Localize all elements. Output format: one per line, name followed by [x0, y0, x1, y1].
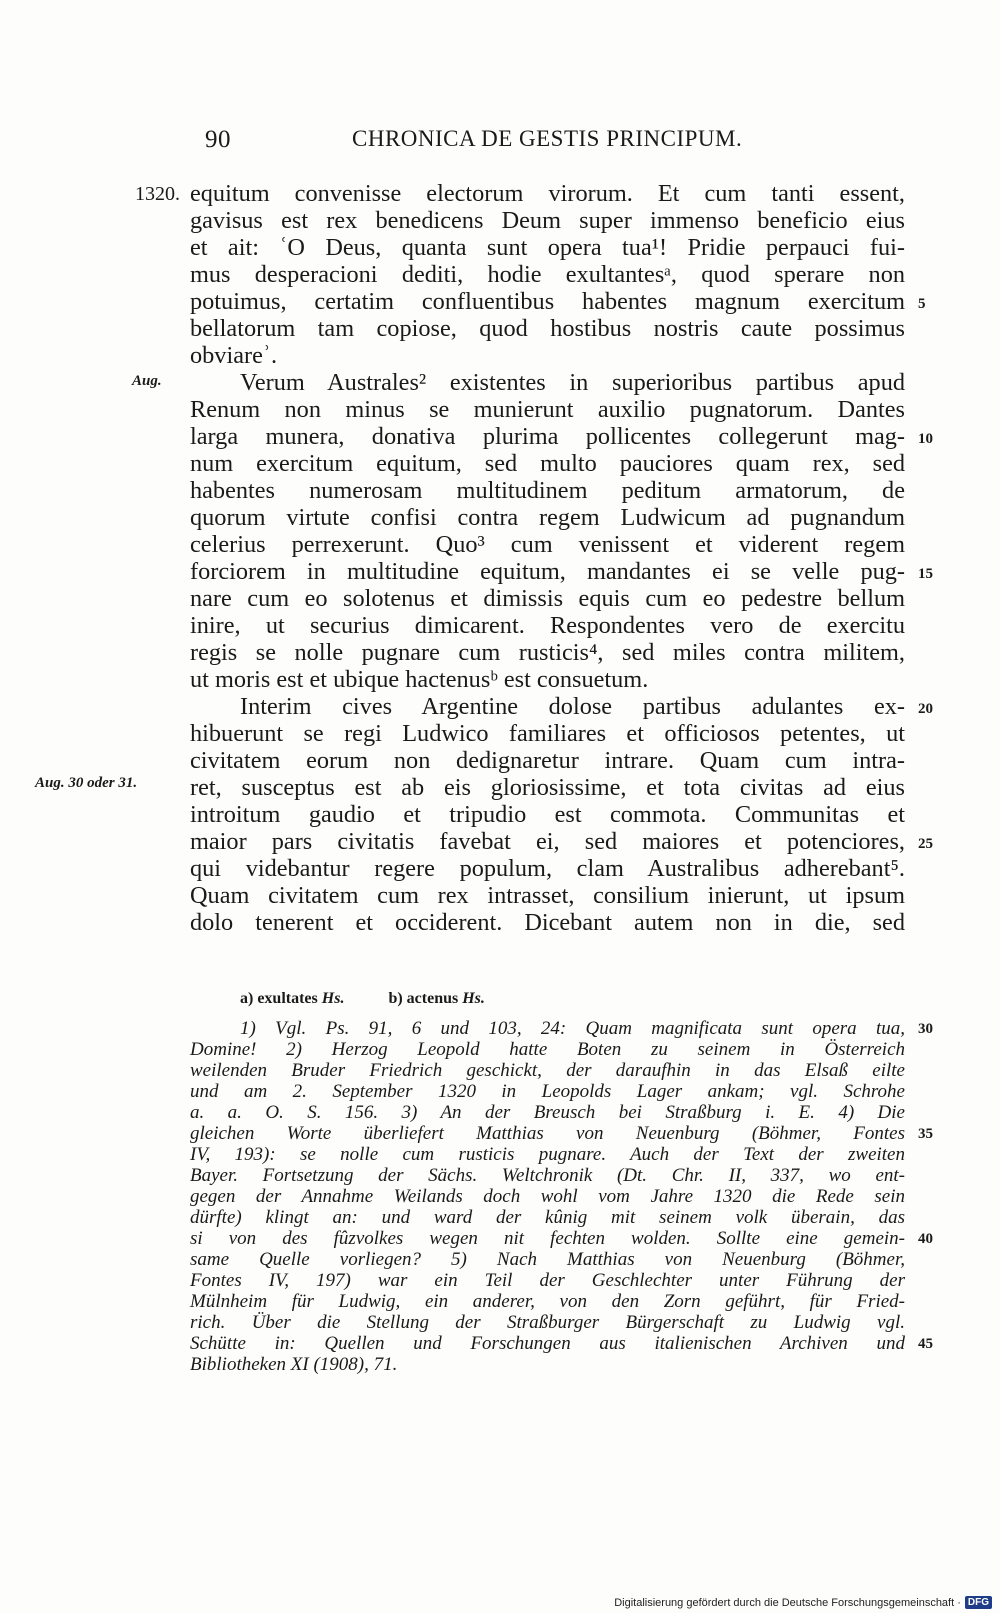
body-line: equitum convenisse electorum virorum. Et cum tanti essent,: [190, 180, 905, 207]
variant-a-source: Hs.: [321, 990, 345, 1007]
line-number: 10: [918, 431, 933, 447]
body-line: celerius perrexerunt. Quo³ cum venissent et viderent regem: [190, 531, 905, 558]
footnote-line-number: 45: [918, 1336, 933, 1352]
body-line: Quam civitatem cum rex intrasset, consilium inierunt, ut ipsum: [190, 882, 905, 909]
body-line: larga munera, donativa plurima pollicentes collegerunt mag-: [190, 423, 905, 450]
dfg-logo-icon: DFG: [965, 1596, 992, 1609]
body-line: Interim cives Argentine dolose partibus adulantes ex-: [240, 693, 905, 720]
line-number: 20: [918, 701, 933, 717]
page-header: [0, 118, 1000, 158]
body-line: nare cum eo solotenus et dimissis equis cum eo pedestre bellum: [190, 585, 905, 612]
body-line: quorum virtute confisi contra regem Ludwicum ad pugnandum: [190, 504, 905, 531]
body-line: potuimus, certatim confluentibus habentes magnum exercitum: [190, 288, 905, 315]
footnote-line: Bayer. Fortsetzung der Sächs. Weltchronik (Dt. Chr. II, 337, wo ent-: [190, 1165, 905, 1186]
running-title: CHRONICA DE GESTIS PRINCIPUM.: [352, 126, 743, 151]
footnote-line: rich. Über die Stellung der Straßburger Bürgerschaft zu Ludwig vgl.: [190, 1312, 905, 1333]
funding-credit: [614, 1596, 992, 1609]
margin-year: 1320.: [135, 183, 180, 205]
variant-a: a) exultates: [240, 990, 318, 1007]
body-line: civitatem eorum non dedignaretur intrare. Quam cum intra-: [190, 747, 905, 774]
line-number: 15: [918, 566, 933, 582]
footnote-line: Fontes IV, 197) war ein Teil der Geschlechter unter Führung der: [190, 1270, 905, 1291]
line-number: 25: [918, 836, 933, 852]
variant-b-source: Hs.: [462, 990, 485, 1007]
line-number: 5: [918, 296, 926, 312]
footnote-line: weilenden Bruder Friedrich geschickt, der daraufhin in das Elsaß eilte: [190, 1060, 905, 1081]
body-line: introitum gaudio et tripudio est commota. Communitas et: [190, 801, 905, 828]
footnote-line: dürfte) klingt an: und ward der kûnig mit seinem volk überain, das: [190, 1207, 905, 1228]
footnote-line: 1) Vgl. Ps. 91, 6 und 103, 24: Quam magnificata sunt opera tua,: [240, 1018, 905, 1039]
body-line: gavisus est rex benedicens Deum super immenso beneficio eius: [190, 207, 905, 234]
body-line: dolo tenerent et occiderent. Dicebant autem non in die, sed: [190, 909, 905, 936]
body-line: ut moris est et ubique hactenusᵇ est consuetum.: [190, 666, 649, 693]
credit-text: Digitalisierung gefördert durch die Deutsche Forschungsgemeinschaft ·: [614, 1596, 961, 1609]
critical-apparatus: [240, 988, 525, 1010]
body-line: ret, susceptus est ab eis gloriosissime, et tota civitas ad eius: [190, 774, 905, 801]
margin-date-aug-30-31: Aug. 30 oder 31.: [35, 775, 138, 791]
body-line: hibuerunt se regi Ludwico familiares et officiosos petentes, ut: [190, 720, 905, 747]
body-line: Renum non minus se munierunt auxilio pugnatorum. Dantes: [190, 396, 905, 423]
footnote-line-number: 35: [918, 1126, 933, 1142]
body-line: maior pars civitatis favebat ei, sed maiores et potenciores,: [190, 828, 905, 855]
body-line: regis se nolle pugnare cum rusticis⁴, sed miles contra militem,: [190, 639, 905, 666]
body-line: obviareʾ.: [190, 342, 278, 369]
footnote-line: gegen der Annahme Weilands doch wohl vom Jahre 1320 die Rede sein: [190, 1186, 905, 1207]
body-line: num exercitum equitum, sed multo pauciores quam rex, sed: [190, 450, 905, 477]
body-line: forciorem in multitudine equitum, mandantes ei se velle pug-: [190, 558, 905, 585]
body-line: inire, ut securius dimicarent. Respondentes vero de exercitu: [190, 612, 905, 639]
footnote-line: Mülnheim für Ludwig, ein anderer, von den Zorn geführt, für Fried-: [190, 1291, 905, 1312]
footnote-line-number: 40: [918, 1231, 933, 1247]
footnote-line: gleichen Worte überliefert Matthias von Neuenburg (Böhmer, Fontes: [190, 1123, 905, 1144]
body-line: mus desperacioni dediti, hodie exultantesᵃ, quod sperare non: [190, 261, 905, 288]
page-number: 90: [205, 126, 231, 153]
variant-b: b) actenus: [388, 990, 459, 1007]
footnote-line: si von des fûzvolkes wegen nit fechten wolden. Sollte eine gemein-: [190, 1228, 905, 1249]
body-line: et ait: ʿO Deus, quanta sunt opera tua¹! Pridie perpauci fui-: [190, 234, 905, 261]
body-line: habentes numerosam multitudinem peditum armatorum, de: [190, 477, 905, 504]
footnote-line: Schütte in: Quellen und Forschungen aus italienischen Archiven und: [190, 1333, 905, 1354]
body-line: Verum Australes² existentes in superioribus partibus apud: [240, 369, 905, 396]
footnote-line: und am 2. September 1320 in Leopolds Lager ankam; vgl. Schrohe: [190, 1081, 905, 1102]
footnote-line: Domine! 2) Herzog Leopold hatte Boten zu seinem in Österreich: [190, 1039, 905, 1060]
footnote-line-number: 30: [918, 1021, 933, 1037]
body-line: bellatorum tam copiose, quod hostibus nostris caute possimus: [190, 315, 905, 342]
body-line: qui videbantur regere populum, clam Australibus adherebant⁵.: [190, 855, 905, 882]
footnote-line: same Quelle vorliegen? 5) Nach Matthias von Neuenburg (Böhmer,: [190, 1249, 905, 1270]
margin-date-aug: Aug.: [132, 373, 162, 389]
footnote-line: Bibliotheken XI (1908), 71.: [190, 1354, 398, 1375]
footnote-line: a. a. O. S. 156. 3) An der Breusch bei Straßburg i. E. 4) Die: [190, 1102, 905, 1123]
footnote-line: IV, 193): se nolle cum rusticis pugnare. Auch der Text der zweiten: [190, 1144, 905, 1165]
